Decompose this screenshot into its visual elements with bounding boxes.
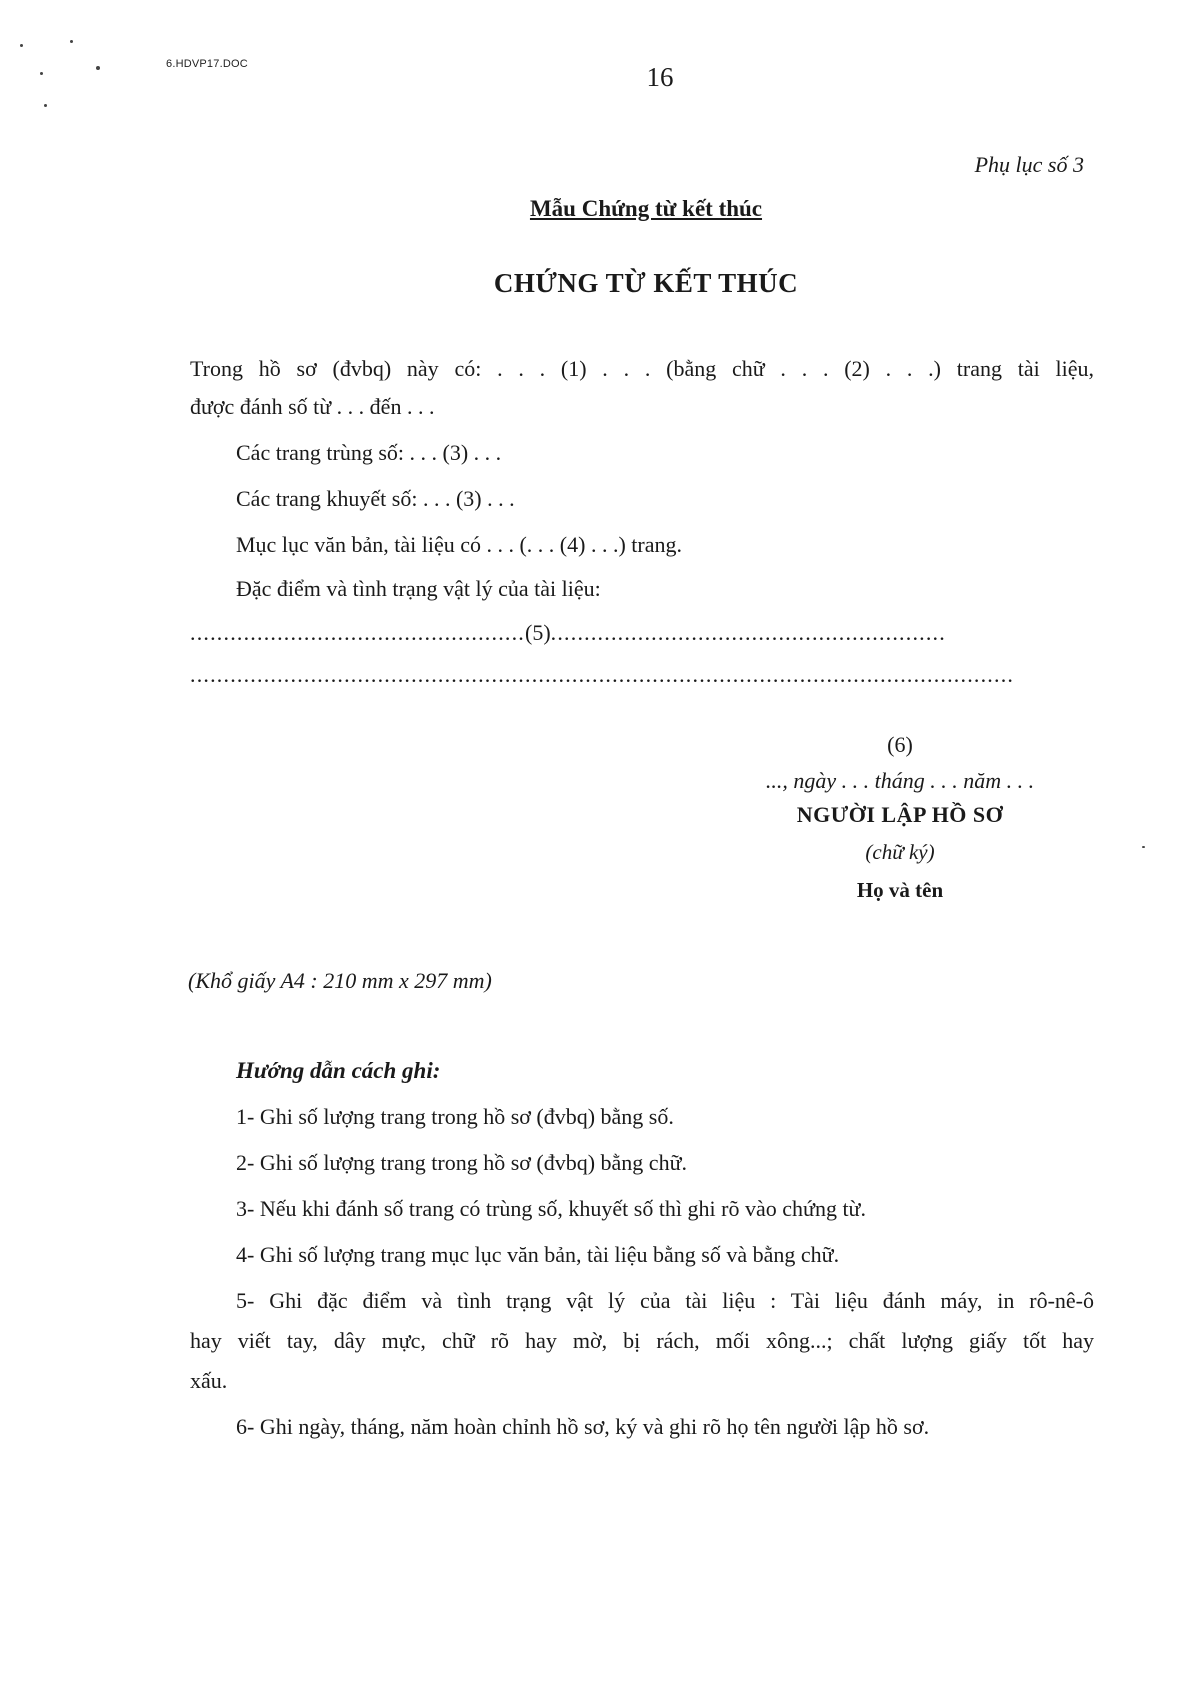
body-line-page-count: Trong hồ sơ (đvbq) này có: . . . (1) . . . (bằng chữ . . . (2) . . .) trang tài liệu, bbox=[190, 356, 1094, 381]
scan-speck bbox=[44, 104, 47, 107]
physical-condition-label: Đặc điểm và tình trạng vật lý của tài liệu: bbox=[236, 576, 601, 601]
file-name: 6.HDVP17.DOC bbox=[166, 58, 248, 70]
signature-number: (6) bbox=[887, 732, 913, 757]
dotted-fill: ........................................................... bbox=[550, 620, 946, 645]
guide-item-5-line-3: xấu. bbox=[190, 1368, 228, 1393]
guide-item-3: 3- Nếu khi đánh số trang có trùng số, khuyết số thì ghi rõ vào chứng từ. bbox=[236, 1196, 866, 1221]
scan-speck bbox=[20, 44, 23, 47]
guide-item-2: 2- Ghi số lượng trang trong hồ sơ (đvbq) bằng chữ. bbox=[236, 1150, 687, 1175]
appendix-label: Phụ lục số 3 bbox=[974, 152, 1084, 177]
signature-note: (chữ ký) bbox=[865, 840, 935, 864]
page-number: 16 bbox=[646, 62, 674, 92]
missing-pages-line: Các trang khuyết số: . . . (3) . . . bbox=[236, 486, 515, 511]
guide-item-5-text: 5- Ghi đặc điểm và tình trạng vật lý của tài liệu : Tài liệu đánh máy, in rô-nê-ô bbox=[236, 1288, 1094, 1313]
guide-item-4: 4- Ghi số lượng trang mục lục văn bản, tài liệu bằng số và bằng chữ. bbox=[236, 1242, 840, 1267]
signature-role: NGƯỜI LẬP HỒ SƠ bbox=[796, 802, 1004, 827]
scan-speck bbox=[70, 40, 73, 43]
scan-speck bbox=[1142, 846, 1145, 848]
body-line-numbering: được đánh số từ . . . đến . . . bbox=[190, 394, 435, 419]
guide-item-1: 1- Ghi số lượng trang trong hồ sơ (đvbq) bằng số. bbox=[236, 1104, 674, 1129]
guide-title: Hướng dẫn cách ghi: bbox=[236, 1058, 441, 1083]
guide-item-6: 6- Ghi ngày, tháng, năm hoàn chỉnh hồ sơ, ký và ghi rõ họ tên người lập hồ sơ. bbox=[236, 1414, 930, 1439]
paper-size-note: (Khổ giấy A4 : 210 mm x 297 mm) bbox=[188, 968, 492, 993]
guide-item-5-line-1 bbox=[190, 1288, 1094, 1314]
dotted-line-condition bbox=[190, 620, 1094, 646]
form-title: Mẫu Chứng từ kết thúc bbox=[529, 196, 763, 221]
signature-name-label: Họ và tên bbox=[856, 878, 944, 902]
duplicate-pages-line: Các trang trùng số: . . . (3) . . . bbox=[236, 440, 502, 465]
dotted-marker: (5) bbox=[525, 620, 551, 645]
guide-item-5-line-2: hay viết tay, dây mực, chữ rõ hay mờ, bị rách, mối xông...; chất lượng giấy tốt hay bbox=[190, 1328, 1094, 1353]
index-pages-line: Mục lục văn bản, tài liệu có . . . (. . . (4) . . .) trang. bbox=[236, 532, 682, 557]
dotted-fill: .................................................. bbox=[190, 620, 525, 645]
signature-date-line: ..., ngày . . . tháng . . . năm . . . bbox=[765, 768, 1035, 793]
dotted-line-blank: ........................................................................................................................... bbox=[190, 662, 1015, 687]
document-heading: CHỨNG TỪ KẾT THÚC bbox=[493, 268, 799, 298]
